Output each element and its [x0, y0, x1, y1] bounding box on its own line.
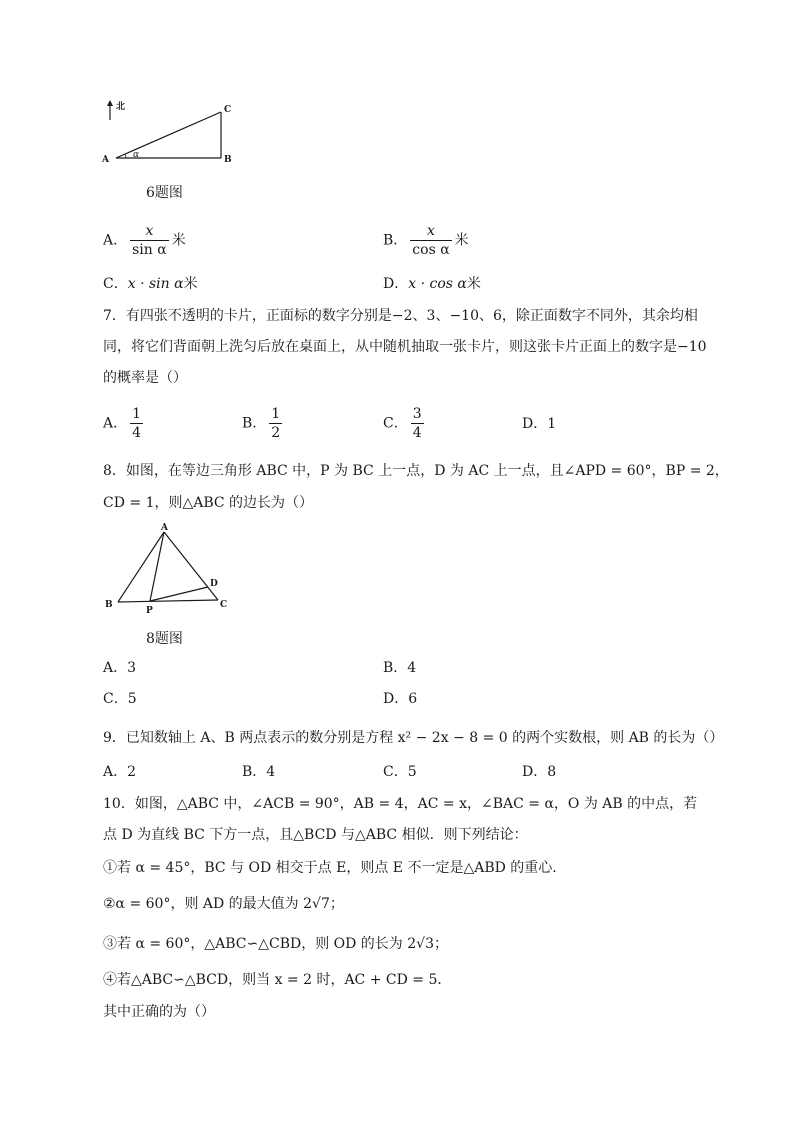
option-key: A．	[103, 660, 128, 676]
option-value: 4	[407, 660, 417, 676]
option-key: D．	[383, 691, 409, 707]
label-A: A	[161, 523, 168, 533]
q8-line-1: 8．如图，在等边三角形 ABC 中，P 为 BC 上一点，D 为 AC 上一点，且∠APD = 60°，BP = 2，	[103, 463, 729, 479]
option-key: B．	[383, 660, 408, 676]
denominator: 4	[412, 425, 422, 441]
q8-option-c[interactable]	[103, 689, 137, 709]
option-value: 5	[407, 764, 417, 780]
q9-option-b[interactable]	[242, 762, 275, 782]
label-D: D	[210, 579, 218, 589]
q8-line-2: CD = 1，则△ABC 的边长为（）	[103, 495, 314, 511]
option-value: 2	[127, 764, 137, 780]
denominator: cos α	[412, 242, 450, 258]
option-key: B．	[383, 232, 408, 249]
numerator: 1	[132, 406, 142, 422]
option-key: D．	[383, 276, 409, 292]
denominator: 4	[132, 425, 142, 441]
unit: 米	[171, 232, 186, 249]
q7-line-2: 同，将它们背面朝上洗匀后放在桌面上，从中随机抽取一张卡片，则这张卡片正面上的数字是−10	[103, 339, 707, 355]
numerator: x	[130, 222, 169, 241]
q8-option-a[interactable]	[103, 658, 136, 678]
numerator: 1	[271, 406, 281, 422]
expression: x · sin α	[127, 276, 184, 292]
q9-option-a[interactable]	[103, 762, 136, 782]
option-key: C．	[103, 691, 128, 707]
q9-option-c[interactable]	[383, 762, 417, 782]
q6-option-d[interactable]	[383, 274, 481, 294]
q6-triangle-diagram	[100, 96, 250, 168]
q7-line-3: 的概率是（）	[103, 370, 187, 386]
option-value: 6	[408, 691, 418, 707]
q7-line-1: 7．有四张不透明的卡片，正面标的数字分别是−2、3、−10、6，除正面数字不同外，其余均相	[103, 308, 698, 324]
option-key: B．	[242, 415, 267, 432]
q6-caption: 6题图	[146, 185, 183, 201]
option-key: D．	[522, 764, 548, 780]
fraction	[269, 405, 282, 442]
label-C: C	[224, 105, 232, 115]
option-key: B．	[242, 764, 267, 780]
option-value: 1	[547, 416, 557, 432]
option-value: 8	[547, 764, 557, 780]
q6-option-b[interactable]	[383, 222, 469, 259]
label-B: B	[224, 155, 232, 165]
label-P: P	[146, 606, 153, 616]
q7-option-b[interactable]	[242, 405, 285, 442]
option-value: 4	[266, 764, 276, 780]
option-key: C．	[383, 764, 408, 780]
q7-option-d[interactable]	[522, 414, 556, 434]
unit: 米	[183, 276, 198, 292]
option-value: 3	[127, 660, 137, 676]
q8-triangle-diagram	[100, 520, 240, 616]
fraction	[410, 222, 451, 259]
q10-item-3: ③若 α = 60°，△ABC∽△CBD，则 OD 的长为 2√3；	[103, 936, 448, 952]
q6-option-a[interactable]	[103, 222, 186, 259]
q8-figure	[100, 520, 240, 616]
numerator: 3	[412, 406, 422, 422]
fraction	[130, 222, 169, 259]
option-key: A．	[103, 232, 128, 249]
q8-option-b[interactable]	[383, 658, 416, 678]
label-B: B	[105, 600, 113, 610]
q10-item-2: ②α = 60°，则 AD 的最大值为 2√7；	[103, 896, 344, 912]
q10-line-1: 10．如图，△ABC 中，∠ACB = 90°，AB = 4，AC = x，∠BAC = α，O 为 AB 的中点，若	[103, 796, 698, 812]
q10-closing: 其中正确的为（）	[103, 1004, 215, 1020]
q6-option-c[interactable]	[103, 274, 198, 294]
q6-figure	[100, 96, 250, 168]
unit: 米	[466, 276, 481, 292]
denominator: sin α	[132, 242, 167, 258]
denominator: 2	[271, 425, 281, 441]
q7-option-c[interactable]	[383, 405, 427, 442]
label-alpha: α	[133, 150, 140, 160]
expression: x · cos α	[408, 276, 467, 292]
fraction	[411, 405, 424, 442]
q7-option-a[interactable]	[103, 405, 146, 442]
q10-item-1: ①若 α = 45°，BC 与 OD 相交于点 E，则点 E 不一定是△ABD 的重心．	[103, 860, 567, 876]
q9-option-d[interactable]	[522, 762, 556, 782]
q10-line-2: 点 D 为直线 BC 下方一点，且△BCD 与△ABC 相似．则下列结论：	[103, 827, 528, 843]
q10-item-4: ④若△ABC∽△BCD，则当 x = 2 时，AC + CD = 5．	[103, 972, 452, 988]
north-label: 北	[116, 102, 126, 112]
label-A: A	[102, 155, 109, 165]
q8-caption: 8题图	[146, 631, 183, 647]
option-key: D．	[522, 416, 548, 432]
fraction	[130, 405, 143, 442]
q8-option-d[interactable]	[383, 689, 417, 709]
unit: 米	[454, 232, 469, 249]
option-key: C．	[383, 415, 408, 432]
option-key: C．	[103, 276, 128, 292]
option-key: A．	[103, 764, 128, 780]
option-key: A．	[103, 415, 128, 432]
numerator: x	[410, 222, 451, 241]
option-value: 5	[127, 691, 137, 707]
q9-line-1: 9．已知数轴上 A、B 两点表示的数分别是方程 x² − 2x − 8 = 0 的两个实数根，则 AB 的长为（）	[103, 730, 724, 746]
label-C: C	[220, 600, 228, 610]
